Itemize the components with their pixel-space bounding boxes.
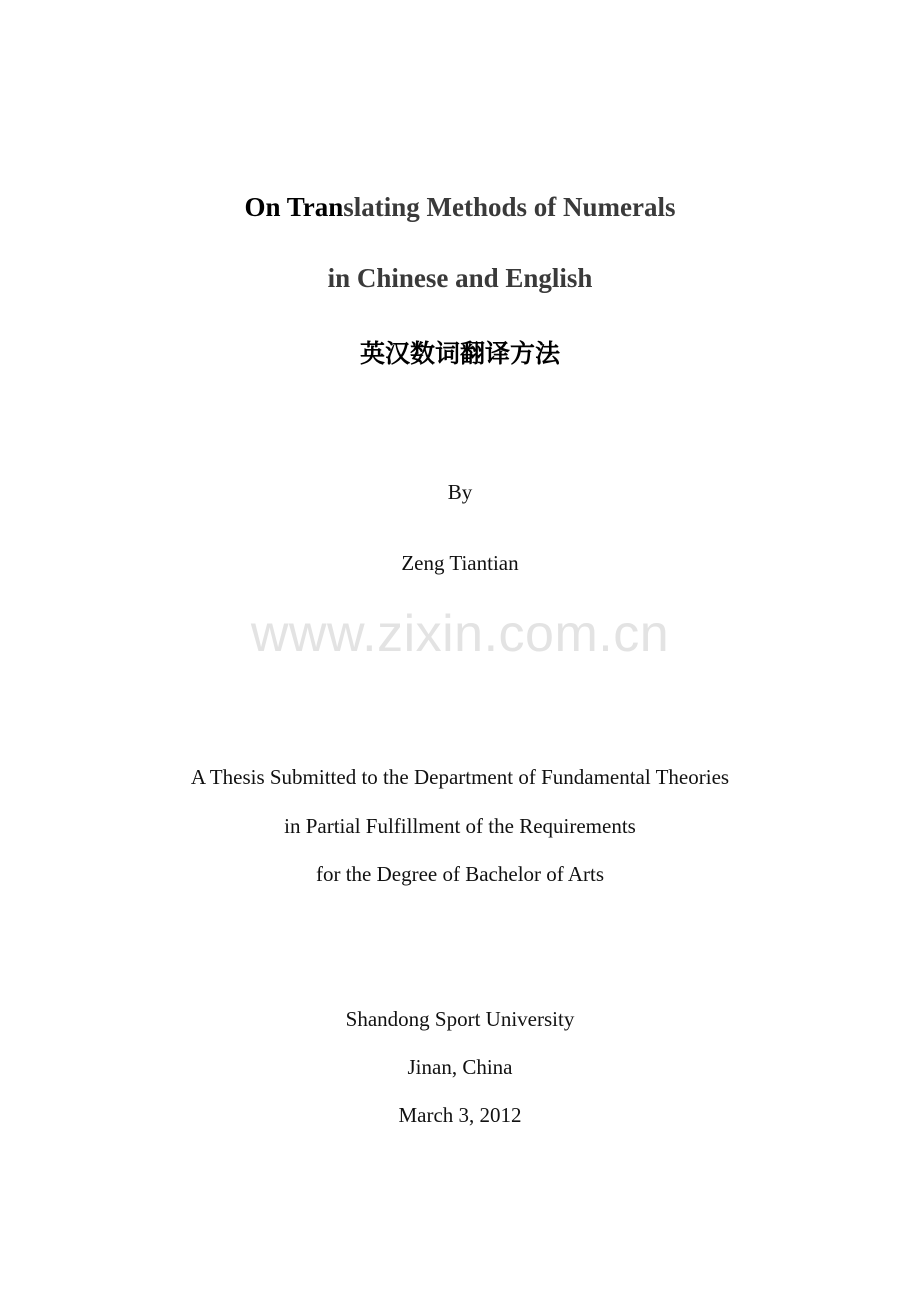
university-location: Jinan, China xyxy=(407,1055,513,1079)
title-line-2: in Chinese and English xyxy=(327,263,593,293)
thesis-statement-line-3: for the Degree of Bachelor of Arts xyxy=(315,862,605,886)
title-chinese: 英汉数词翻译方法 xyxy=(359,339,560,368)
thesis-statement-line-1: A Thesis Submitted to the Department of Fundamental Theories xyxy=(190,765,730,789)
by-label: By xyxy=(447,480,473,504)
title-line-1-prefix: On Tran xyxy=(244,192,344,222)
university-name: Shandong Sport University xyxy=(345,1007,575,1031)
title-line-1-rest: slating Methods of Numerals xyxy=(343,192,676,222)
author-name: Zeng Tiantian xyxy=(401,551,519,575)
title-line-1 xyxy=(0,192,920,223)
watermark-text: www.zixin.com.cn xyxy=(250,605,670,663)
submission-date: March 3, 2012 xyxy=(398,1103,522,1127)
thesis-statement-line-2: in Partial Fulfillment of the Requirements xyxy=(284,814,636,838)
